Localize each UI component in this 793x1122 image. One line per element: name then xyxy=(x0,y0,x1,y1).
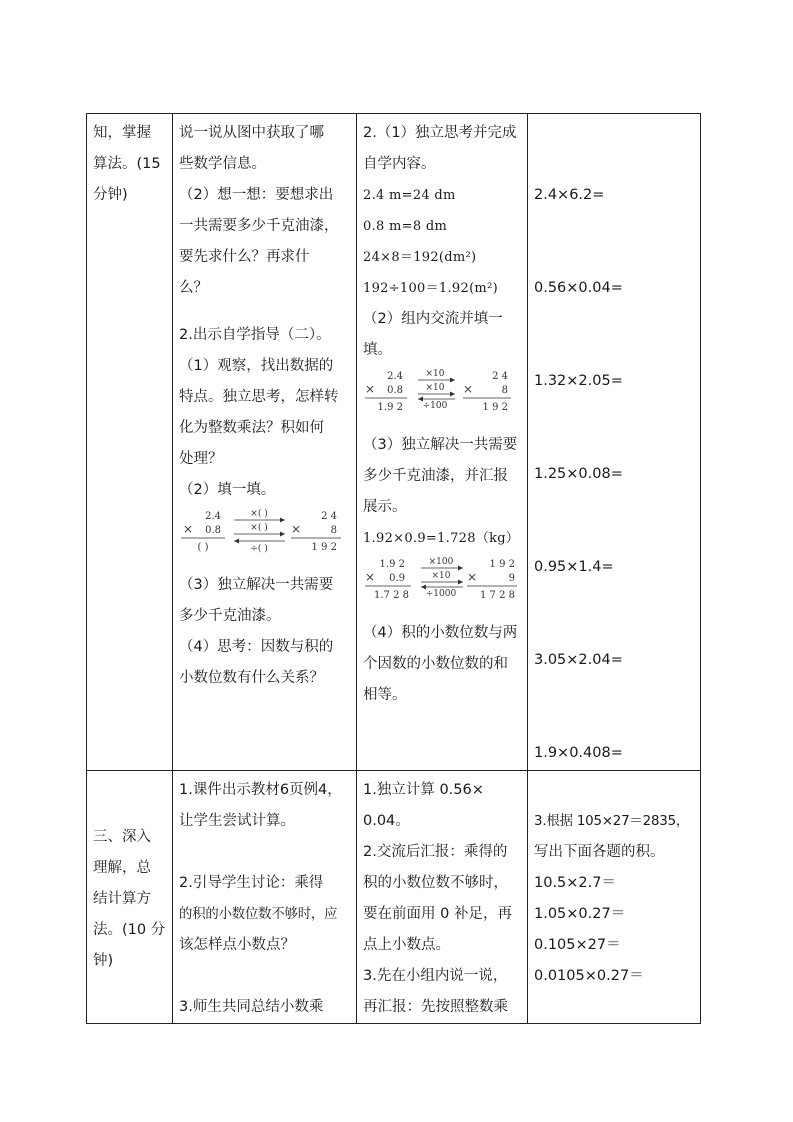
exercise-item: 1.25×0.08= xyxy=(534,466,623,482)
teacher-text: 说一说从图中获取了哪 xyxy=(179,125,324,141)
student-equation: 0.8 m=8 dm xyxy=(363,219,448,234)
diagram-number: 1.9 2 xyxy=(377,402,403,413)
arrow-label: ×10 xyxy=(425,383,445,393)
arrow-label: ÷100 xyxy=(422,401,448,411)
student-text: 3.先在小组内说一说， xyxy=(363,968,508,984)
diagram-number: 0.9 xyxy=(389,573,405,584)
arrow-label: ×10 xyxy=(425,369,445,379)
spacer xyxy=(534,707,695,738)
spacer xyxy=(534,490,695,521)
diagram-number: 1.7 2 8 xyxy=(374,590,409,601)
arrow-label: ÷1000 xyxy=(425,589,457,599)
student-text: 2.（1）独立思考并完成 xyxy=(363,125,517,141)
diagram-number: 1.9 2 xyxy=(379,559,405,570)
exercise-item: 0.105×27＝ xyxy=(534,937,621,953)
spacer xyxy=(534,583,695,614)
stage-text: 三、深入 xyxy=(93,828,151,845)
table-row xyxy=(87,114,701,771)
arrow-label: ×100 xyxy=(428,557,454,567)
student-text: 要在前面用 0 补足，再 xyxy=(363,906,512,922)
spacer xyxy=(534,149,695,180)
exercise-item: 0.0105×0.27＝ xyxy=(534,968,644,984)
diagram-number: ( ) xyxy=(197,542,209,553)
arrow-label: ÷( ) xyxy=(250,544,268,554)
teacher-text: 1.课件出示教材6页例4， xyxy=(179,782,342,798)
teacher-activity-cell xyxy=(173,771,357,1024)
diagram-number: 2 4 xyxy=(492,371,508,382)
diagram-number: 1 9 2 xyxy=(311,542,337,553)
arrow-label: ×( ) xyxy=(250,509,268,519)
times-sign: × xyxy=(365,382,376,396)
student-text: （4）积的小数位数与两 xyxy=(363,625,518,641)
conversion-diagram-filled xyxy=(363,556,522,614)
spacer xyxy=(179,304,351,320)
student-text: 展示。 xyxy=(363,499,407,515)
stage-text: 算法。(15 xyxy=(93,156,161,172)
student-text: 积的小数位数不够时， xyxy=(363,875,508,891)
spacer xyxy=(534,304,695,335)
teacher-text: 些数学信息。 xyxy=(179,156,266,172)
teacher-text: 2.引导学生讨论：乘得 xyxy=(179,875,324,891)
conversion-diagram-filled xyxy=(363,368,522,426)
student-text: 自学内容。 xyxy=(363,156,436,172)
student-equation: 192÷100＝1.92(m²) xyxy=(363,281,498,296)
diagram-number: 1 7 2 8 xyxy=(480,590,515,601)
student-equation: 24×8＝192(dm²) xyxy=(363,250,477,265)
teacher-text: 化为整数乘法？积如何 xyxy=(179,420,324,436)
spacer xyxy=(534,428,695,459)
student-text: （2）组内交流并填一 xyxy=(363,311,503,327)
spacer xyxy=(534,242,695,273)
diagram-number: 2.4 xyxy=(387,371,403,382)
student-text: 2.交流后汇报：乘得的 xyxy=(363,844,508,860)
teacher-text: 3.师生共同总结小数乘 xyxy=(179,999,324,1015)
stage-text: 钟) xyxy=(93,952,114,969)
spacer xyxy=(534,211,695,242)
teacher-text: 一共需要多少千克油漆， xyxy=(179,218,339,234)
spacer xyxy=(534,614,695,645)
teacher-text: 让学生尝试计算。 xyxy=(179,813,295,829)
student-text: （3）独立解决一共需要 xyxy=(363,437,518,453)
teacher-text: （2）想一想：要想求出 xyxy=(179,187,334,203)
stage-text: 分钟) xyxy=(93,187,128,203)
student-equation: 1.92×0.9=1.728（kg） xyxy=(363,531,520,546)
stage-text: 知，掌握 xyxy=(93,125,151,141)
teacher-text: 多少千克油漆。 xyxy=(179,608,281,624)
diagram-number: 1 9 2 xyxy=(489,559,515,570)
student-text: 个因数的小数位数的和 xyxy=(363,656,508,672)
exercise-cell xyxy=(528,771,701,1024)
student-text: 点上小数点。 xyxy=(363,937,450,953)
stage-cell xyxy=(87,114,173,771)
student-text: 再汇报：先按照整数乘 xyxy=(363,999,508,1015)
teacher-text: 该怎样点小数点？ xyxy=(179,937,295,953)
stage-text: 法。(10 分 xyxy=(93,921,166,938)
student-text: 填。 xyxy=(363,342,392,358)
teacher-text: （4）思考：因数与积的 xyxy=(179,639,334,655)
spacer xyxy=(534,521,695,552)
spacer xyxy=(179,837,351,868)
times-sign: × xyxy=(291,522,302,536)
exercise-item: 2.4×6.2= xyxy=(534,187,605,203)
spacer xyxy=(534,118,695,149)
diagram-number: 9 xyxy=(508,573,515,584)
teacher-text: （2）填一填。 xyxy=(179,482,276,498)
exercise-item: 1.32×2.05= xyxy=(534,373,623,389)
exercise-item: 10.5×2.7＝ xyxy=(534,875,616,891)
teacher-text: 的积的小数位数不够时，应 xyxy=(179,907,338,922)
stage-text: 结计算方 xyxy=(93,890,151,907)
arrow-label: ×( ) xyxy=(250,523,268,533)
lesson-plan-table xyxy=(86,113,701,1024)
times-sign: × xyxy=(463,382,474,396)
teacher-activity-cell xyxy=(173,114,357,771)
times-sign: × xyxy=(467,570,478,584)
diagram-number: 2 4 xyxy=(321,511,337,522)
exercise-item: 1.05×0.27＝ xyxy=(534,906,626,922)
diagram-number: 0.8 xyxy=(205,525,221,536)
diagram-number: 2.4 xyxy=(205,511,221,522)
arrow-label: ×10 xyxy=(431,571,451,581)
spacer xyxy=(534,676,695,707)
student-activity-cell xyxy=(357,771,528,1024)
stage-text: 理解，总 xyxy=(93,859,151,876)
exercise-cell xyxy=(528,114,701,771)
conversion-diagram-svg xyxy=(363,368,513,414)
diagram-number: 8 xyxy=(330,525,337,536)
teacher-text: 小数位数有什么关系？ xyxy=(179,670,324,686)
conversion-diagram-svg xyxy=(363,556,518,602)
exercise-item: 0.95×1.4= xyxy=(534,559,614,575)
conversion-diagram-svg xyxy=(179,508,344,554)
student-activity-cell xyxy=(357,114,528,771)
teacher-text: 么？ xyxy=(179,280,208,296)
student-equation: 2.4 m=24 dm xyxy=(363,188,456,203)
teacher-text: （1）观察，找出数据的 xyxy=(179,358,334,374)
spacer xyxy=(534,397,695,428)
diagram-number: 8 xyxy=(501,385,508,396)
exercise-item: 3.05×2.04= xyxy=(534,652,623,668)
student-text: 多少千克油漆，并汇报 xyxy=(363,468,508,484)
times-sign: × xyxy=(183,522,194,536)
teacher-text: 处理？ xyxy=(179,451,223,467)
teacher-text: （3）独立解决一共需要 xyxy=(179,577,334,593)
conversion-diagram-blank xyxy=(179,508,351,566)
student-text: 相等。 xyxy=(363,687,407,703)
spacer xyxy=(179,961,351,992)
spacer xyxy=(534,775,695,806)
stage-cell xyxy=(87,771,173,1024)
diagram-number: 0.8 xyxy=(387,385,403,396)
times-sign: × xyxy=(365,570,376,584)
teacher-text: 特点。独立思考，怎样转 xyxy=(179,389,339,405)
exercise-text: 3.根据 105×27＝2835， xyxy=(534,814,690,829)
exercise-text: 写出下面各题的积。 xyxy=(534,844,665,860)
diagram-number: 1 9 2 xyxy=(482,402,508,413)
exercise-item: 0.56×0.04= xyxy=(534,280,623,296)
spacer xyxy=(534,335,695,366)
table-row xyxy=(87,771,701,1024)
teacher-text: 2.出示自学指导（二）。 xyxy=(179,327,331,343)
teacher-text: 要先求什么？再求什 xyxy=(179,249,310,265)
student-text: 1.独立计算 0.56× xyxy=(363,782,484,798)
exercise-item: 1.9×0.408= xyxy=(534,745,623,761)
student-text: 0.04。 xyxy=(363,813,410,829)
